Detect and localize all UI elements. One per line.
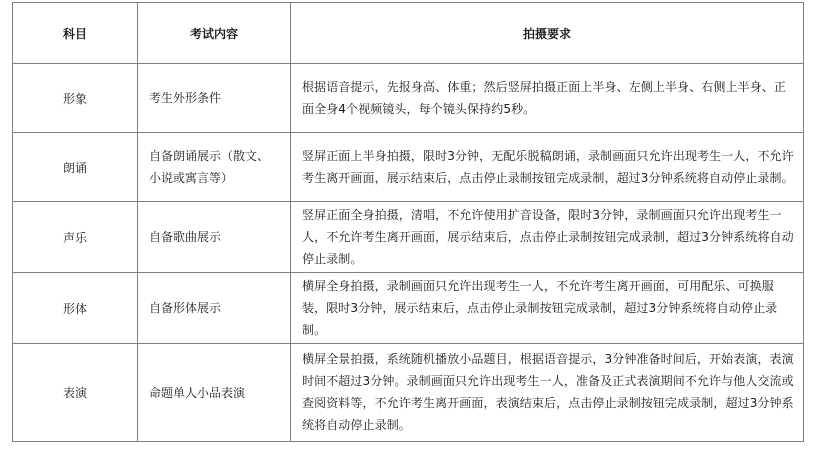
requirement-cell: 横屏全身拍摄，录制画面只允许出现考生一人，不允许考生离开画面，可用配乐、可换服装，限时3分钟，展示结束后，点击停止录制按钮完成录制，超过3分钟系统将自动停止录制。 <box>291 273 804 344</box>
content-cell: 自备形体展示 <box>138 273 291 344</box>
subject-cell: 声乐 <box>13 202 138 273</box>
subject-cell: 表演 <box>13 344 138 442</box>
requirement-cell: 横屏全景拍摄，系统随机播放小品题目，根据语音提示，3分钟准备时间后，开始表演，表演时间不超过3分钟。录制画面只允许出现考生一人，准备及正式表演期间不允许与他人交流或查阅资料等，不允许考生离开画面，表演结束后，点击停止录制按钮完成录制，超过3分钟系统将自动停止录制。 <box>291 344 804 442</box>
table-row <box>13 273 804 344</box>
requirement-cell: 竖屏正面全身拍摄，清唱，不允许使用扩音设备，限时3分钟，录制画面只允许出现考生一人，不允许考生离开画面，展示结束后，点击停止录制按钮完成录制，超过3分钟系统将自动停止录制。 <box>291 202 804 273</box>
table-row <box>13 133 804 202</box>
content-cell: 自备歌曲展示 <box>138 202 291 273</box>
header-content: 考试内容 <box>138 3 291 64</box>
subject-cell: 形象 <box>13 64 138 133</box>
table-row <box>13 64 804 133</box>
header-requirement: 拍摄要求 <box>291 3 804 64</box>
table-header-row <box>13 3 804 64</box>
subject-cell: 形体 <box>13 273 138 344</box>
requirement-cell: 竖屏正面上半身拍摄，限时3分钟，无配乐脱稿朗诵，录制画面只允许出现考生一人，不允许考生离开画面，展示结束后，点击停止录制按钮完成录制，超过3分钟系统将自动停止录制。 <box>291 133 804 202</box>
content-cell: 考生外形条件 <box>138 64 291 133</box>
content-cell: 自备朗诵展示（散文、小说或寓言等） <box>138 133 291 202</box>
requirement-cell: 根据语音提示，先报身高、体重；然后竖屏拍摄正面上半身、左侧上半身、右侧上半身、正面全身4个视频镜头，每个镜头保持约5秒。 <box>291 64 804 133</box>
table-row <box>13 344 804 442</box>
exam-requirements-table <box>12 2 804 442</box>
content-cell: 命题单人小品表演 <box>138 344 291 442</box>
table-row <box>13 202 804 273</box>
header-subject: 科目 <box>13 3 138 64</box>
subject-cell: 朗诵 <box>13 133 138 202</box>
exam-requirements-table-wrapper <box>12 2 803 442</box>
